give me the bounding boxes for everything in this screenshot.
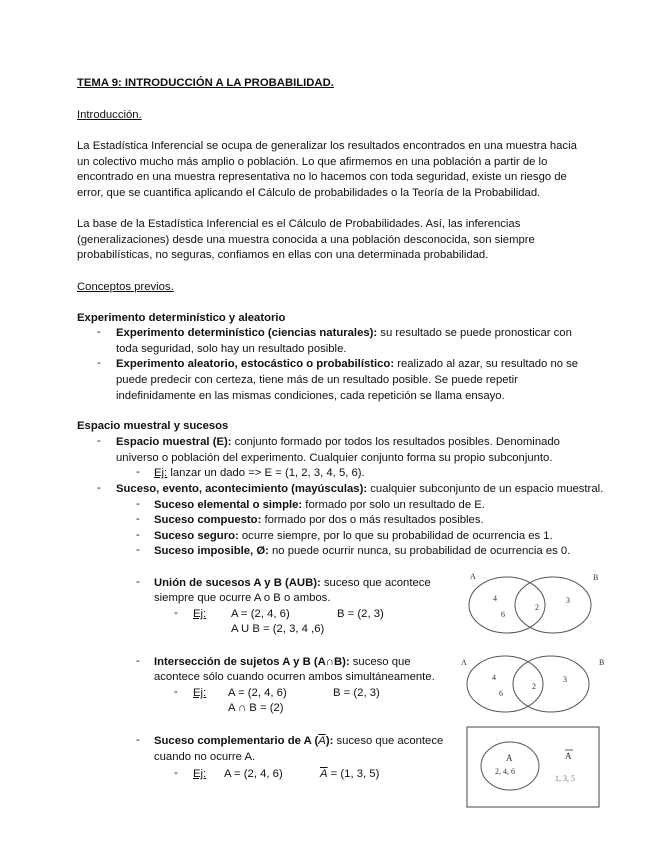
suceso-elemental: Suceso elemental o simple: formado por solo un resultado de E. — [154, 499, 485, 511]
num-3: 3 — [563, 675, 567, 684]
num-4: 4 — [493, 594, 497, 603]
set-a-ellipse — [469, 577, 545, 633]
suceso-imposible: Suceso imposible, Ø: no puede ocurrir nunca, su probabilidad de ocurrencia es 0. — [154, 545, 571, 557]
intro-p2-line2: (generalizaciones) desde una muestra conocida a una población desconocida, son siempre — [77, 234, 535, 246]
union-line2: siempre que ocurre A o B o ambos. — [154, 592, 331, 604]
num-2: 2 — [535, 603, 539, 612]
em-line2: universo o población del experimento. Cualquier conjunto forma su propio subconjunto. — [116, 452, 553, 464]
suceso-seguro: Suceso seguro: ocurre siempre, por lo que su probabilidad de ocurrencia es 1. — [154, 530, 553, 542]
union-ej-b: B = (2, 3) — [337, 608, 384, 620]
set-b-ellipse — [515, 577, 591, 633]
det-line1: Experimento determinístico (ciencias naturales): su resultado se puede pronosticar con — [116, 327, 572, 339]
page-title: TEMA 9: INTRODUCCIÓN A LA PROBABILIDAD. — [77, 77, 334, 89]
intro-p2-line1: La base de la Estadística Inferencial es el Cálculo de Probabilidades. Así, las inferencias — [77, 218, 521, 230]
complementario-ej-a: A = (2, 4, 6) — [224, 768, 283, 780]
interseccion-line2: acontece sólo cuando ocurren ambos simultáneamente. — [154, 671, 435, 683]
intro-p1-line4: error, que se cuantifica aplicando el Cálculo de probabilidades o la Teoría de la Probabilidad. — [77, 187, 541, 199]
previos-heading: Conceptos previos. — [77, 281, 174, 293]
complementario-diagram — [466, 726, 600, 808]
label-b: B — [599, 658, 605, 667]
label-a: A — [470, 572, 476, 581]
bullet-dash: - — [97, 357, 101, 369]
num-3: 3 — [566, 596, 570, 605]
intro-p2-line3: probabilísticas, no seguras, confiamos en ellas con una determinada probabilidad. — [77, 249, 489, 261]
bullet-dash: - — [174, 686, 178, 698]
em-example: Ej: lanzar un dado => E = (1, 2, 3, 4, 5, 6). — [154, 467, 365, 479]
bullet-dash: - — [136, 513, 140, 525]
ale-line1: Experimento aleatorio, estocástico o probabilístico: realizado al azar, su resultado no se — [116, 358, 579, 370]
union-ej-result: A U B = (2, 3, 4 ,6) — [231, 623, 325, 635]
label-a: A — [506, 753, 513, 763]
bullet-dash: - — [136, 466, 140, 478]
intro-p1-line1: La Estadística Inferencial se ocupa de generalizar los resultados encontrados en una muestra hacia — [77, 140, 577, 152]
interseccion-venn-diagram — [456, 650, 608, 716]
bullet-dash: - — [97, 482, 101, 494]
bullet-dash: - — [174, 607, 178, 619]
label-a-bar: A — [565, 751, 572, 761]
complementario-line1: Suceso complementario de A $(\overline{A})$: suceso que acontece — [154, 735, 444, 747]
intro-p1-line3: encontrado en una muestra representativa no lo hacemos con toda seguridad, existe un riesgo de — [77, 171, 567, 183]
ale-line2: puede predecir con certeza, tiene más de un resultado posible. Se puede repetir — [116, 374, 518, 386]
interseccion-ej-b: B = (2, 3) — [333, 687, 380, 699]
suceso-line: Suceso, evento, acontecimiento (mayúsculas): cualquier subconjunto de un espacio muestral. — [116, 483, 604, 495]
espacio-heading: Espacio muestral y sucesos — [77, 420, 229, 432]
label-a: A — [461, 658, 467, 667]
num-2: 2 — [532, 682, 536, 691]
ej-label: Ej: — [193, 687, 207, 699]
inner-values: 2, 4, 6 — [495, 767, 515, 776]
union-line1: Unión de sucesos A y B (AUB): suceso que acontece — [154, 577, 431, 589]
interseccion-ej-result: A ∩ B = (2) — [228, 702, 284, 714]
interseccion-ej-a: A = (2, 4, 6) — [228, 687, 287, 699]
bullet-dash: - — [136, 655, 140, 667]
ale-line3: indefinidamente en las mismas condiciones, cada repetición se llama ensayo. — [116, 390, 505, 402]
bullet-dash: - — [136, 529, 140, 541]
suceso-compuesto: Suceso compuesto: formado por dos o más resultados posibles. — [154, 514, 484, 526]
set-a-ellipse — [481, 742, 539, 790]
experimento-heading: Experimento determinístico y aleatorio — [77, 312, 286, 324]
bullet-dash: - — [136, 734, 140, 746]
bullet-dash: - — [136, 498, 140, 510]
bullet-dash: - — [174, 767, 178, 779]
complementario-line2: cuando no ocurre A. — [154, 751, 256, 763]
universe-rectangle — [467, 727, 599, 807]
bullet-dash: - — [136, 576, 140, 588]
intro-heading: Introducción. — [77, 109, 142, 121]
bullet-dash: - — [136, 544, 140, 556]
em-line1: Espacio muestral (E): conjunto formado por todos los resultados posibles. Denominado — [116, 436, 560, 448]
bullet-dash: - — [97, 435, 101, 447]
ej-label: Ej: — [193, 768, 207, 780]
set-b-ellipse — [513, 656, 589, 712]
det-line2: toda seguridad, solo hay un resultado posible. — [116, 343, 347, 355]
num-6: 6 — [501, 610, 505, 619]
union-venn-diagram — [458, 570, 608, 636]
bullet-dash: - — [97, 326, 101, 338]
interseccion-line1: Intersección de sujetos A y B (A∩B): suceso que — [154, 656, 411, 668]
union-ej-a: A = (2, 4, 6) — [231, 608, 290, 620]
num-4: 4 — [492, 673, 496, 682]
label-b: B — [593, 573, 599, 582]
ej-label: Ej: — [193, 608, 207, 620]
outer-values: 1, 3, 5 — [555, 774, 575, 783]
complementario-ej-result: $\overline{A} = (1$, 3, 5) — [320, 768, 380, 780]
num-6: 6 — [499, 689, 503, 698]
intro-p1-line2: un colectivo mucho más amplio o población. Lo que afirmemos en una población a partir de lo — [77, 156, 548, 168]
